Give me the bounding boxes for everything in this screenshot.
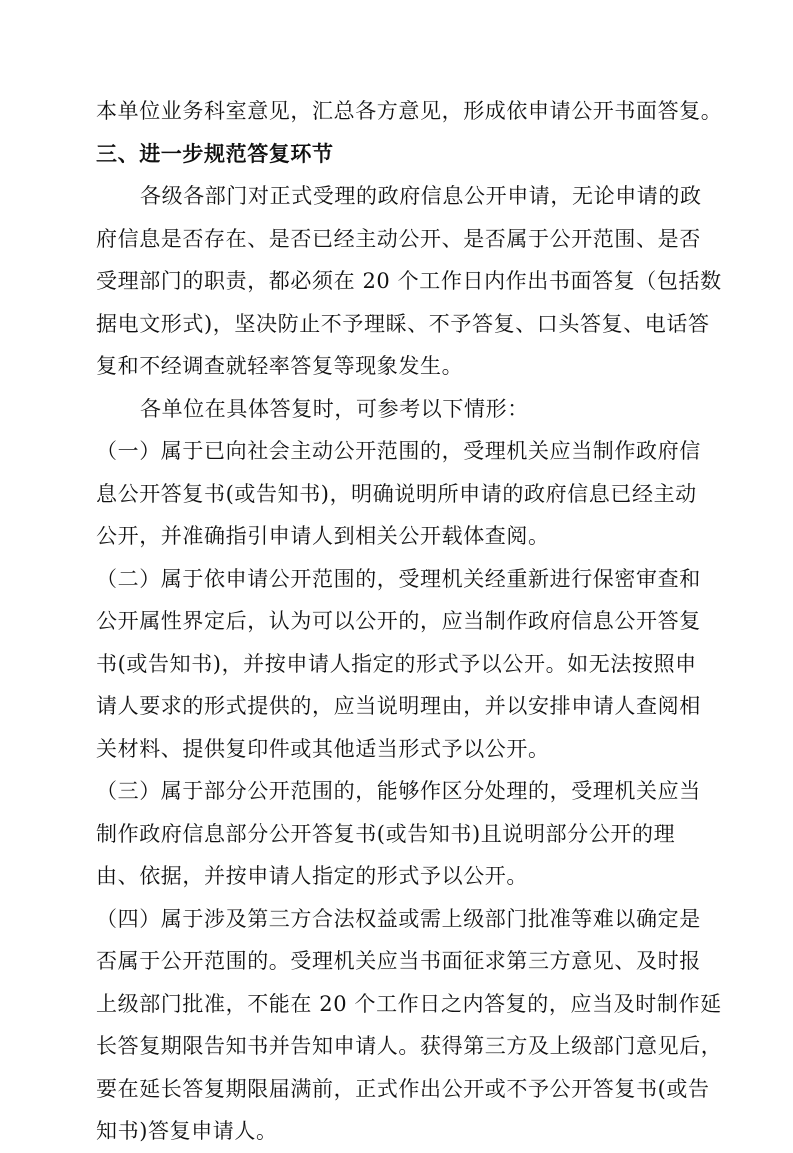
text-line: 公开，并准确指引申请人到相关公开载体查阅。	[96, 524, 550, 548]
text-line: （二）属于依申请公开范围的，受理机关经重新进行保密审查和	[96, 566, 701, 591]
text-line: 各级各部门对正式受理的政府信息公开申请，无论申请的政	[140, 184, 702, 208]
document-body	[96, 90, 723, 1153]
text-line: （三）属于部分公开范围的，能够作区分处理的，受理机关应当	[96, 779, 701, 803]
text-line: 据电文形式)，坚决防止不予理睬、不予答复、口头答复、电话答	[96, 311, 710, 336]
text-line: 书(或告知书)，并按申请人指定的形式予以公开。如无法按照申	[96, 651, 697, 676]
text-line: 公开属性界定后，认为可以公开的，应当制作政府信息公开答复	[96, 609, 701, 633]
text-line: 要在延长答复期限届满前，正式作出公开或不予公开答复书(或告	[96, 1076, 710, 1101]
text-line: 复和不经调查就轻率答复等现象发生。	[96, 354, 464, 378]
text-line: 否属于公开范围的。受理机关应当书面征求第三方意见、及时报	[96, 949, 701, 973]
text-line: 长答复期限告知书并告知申请人。获得第三方及上级部门意见后，	[96, 1034, 723, 1058]
text-line: 制作政府信息部分公开答复书(或告知书)且说明部分公开的理	[96, 821, 676, 846]
text-line: 由、依据，并按申请人指定的形式予以公开。	[96, 864, 528, 888]
text-line: 息公开答复书(或告知书)，明确说明所申请的政府信息已经主动	[96, 481, 697, 506]
text-line: 府信息是否存在、是否已经主动公开、是否属于公开范围、是否	[96, 226, 701, 251]
text-line: 上级部门批准，不能在 20 个工作日之内答复的，应当及时制作延	[96, 991, 722, 1016]
text-line: 请人要求的形式提供的，应当说明理由，并以安排申请人查阅相	[96, 694, 701, 718]
text-line: 知书)答复申请人。	[96, 1119, 278, 1143]
text-line: 各单位在具体答复时，可参考以下情形：	[140, 396, 529, 421]
text-line: 关材料、提供复印件或其他适当形式予以公开。	[96, 736, 550, 761]
text-line: （一）属于已向社会主动公开范围的，受理机关应当制作政府信	[96, 439, 701, 463]
text-line: （四）属于涉及第三方合法权益或需上级部门批准等难以确定是	[96, 906, 701, 931]
text-line: 受理部门的职责，都必须在 20 个工作日内作出书面答复（包括数	[96, 269, 722, 293]
text-line: 本单位业务科室意见，汇总各方意见，形成依申请公开书面答复。	[96, 99, 723, 123]
section-heading: 三、进一步规范答复环节	[96, 140, 334, 166]
